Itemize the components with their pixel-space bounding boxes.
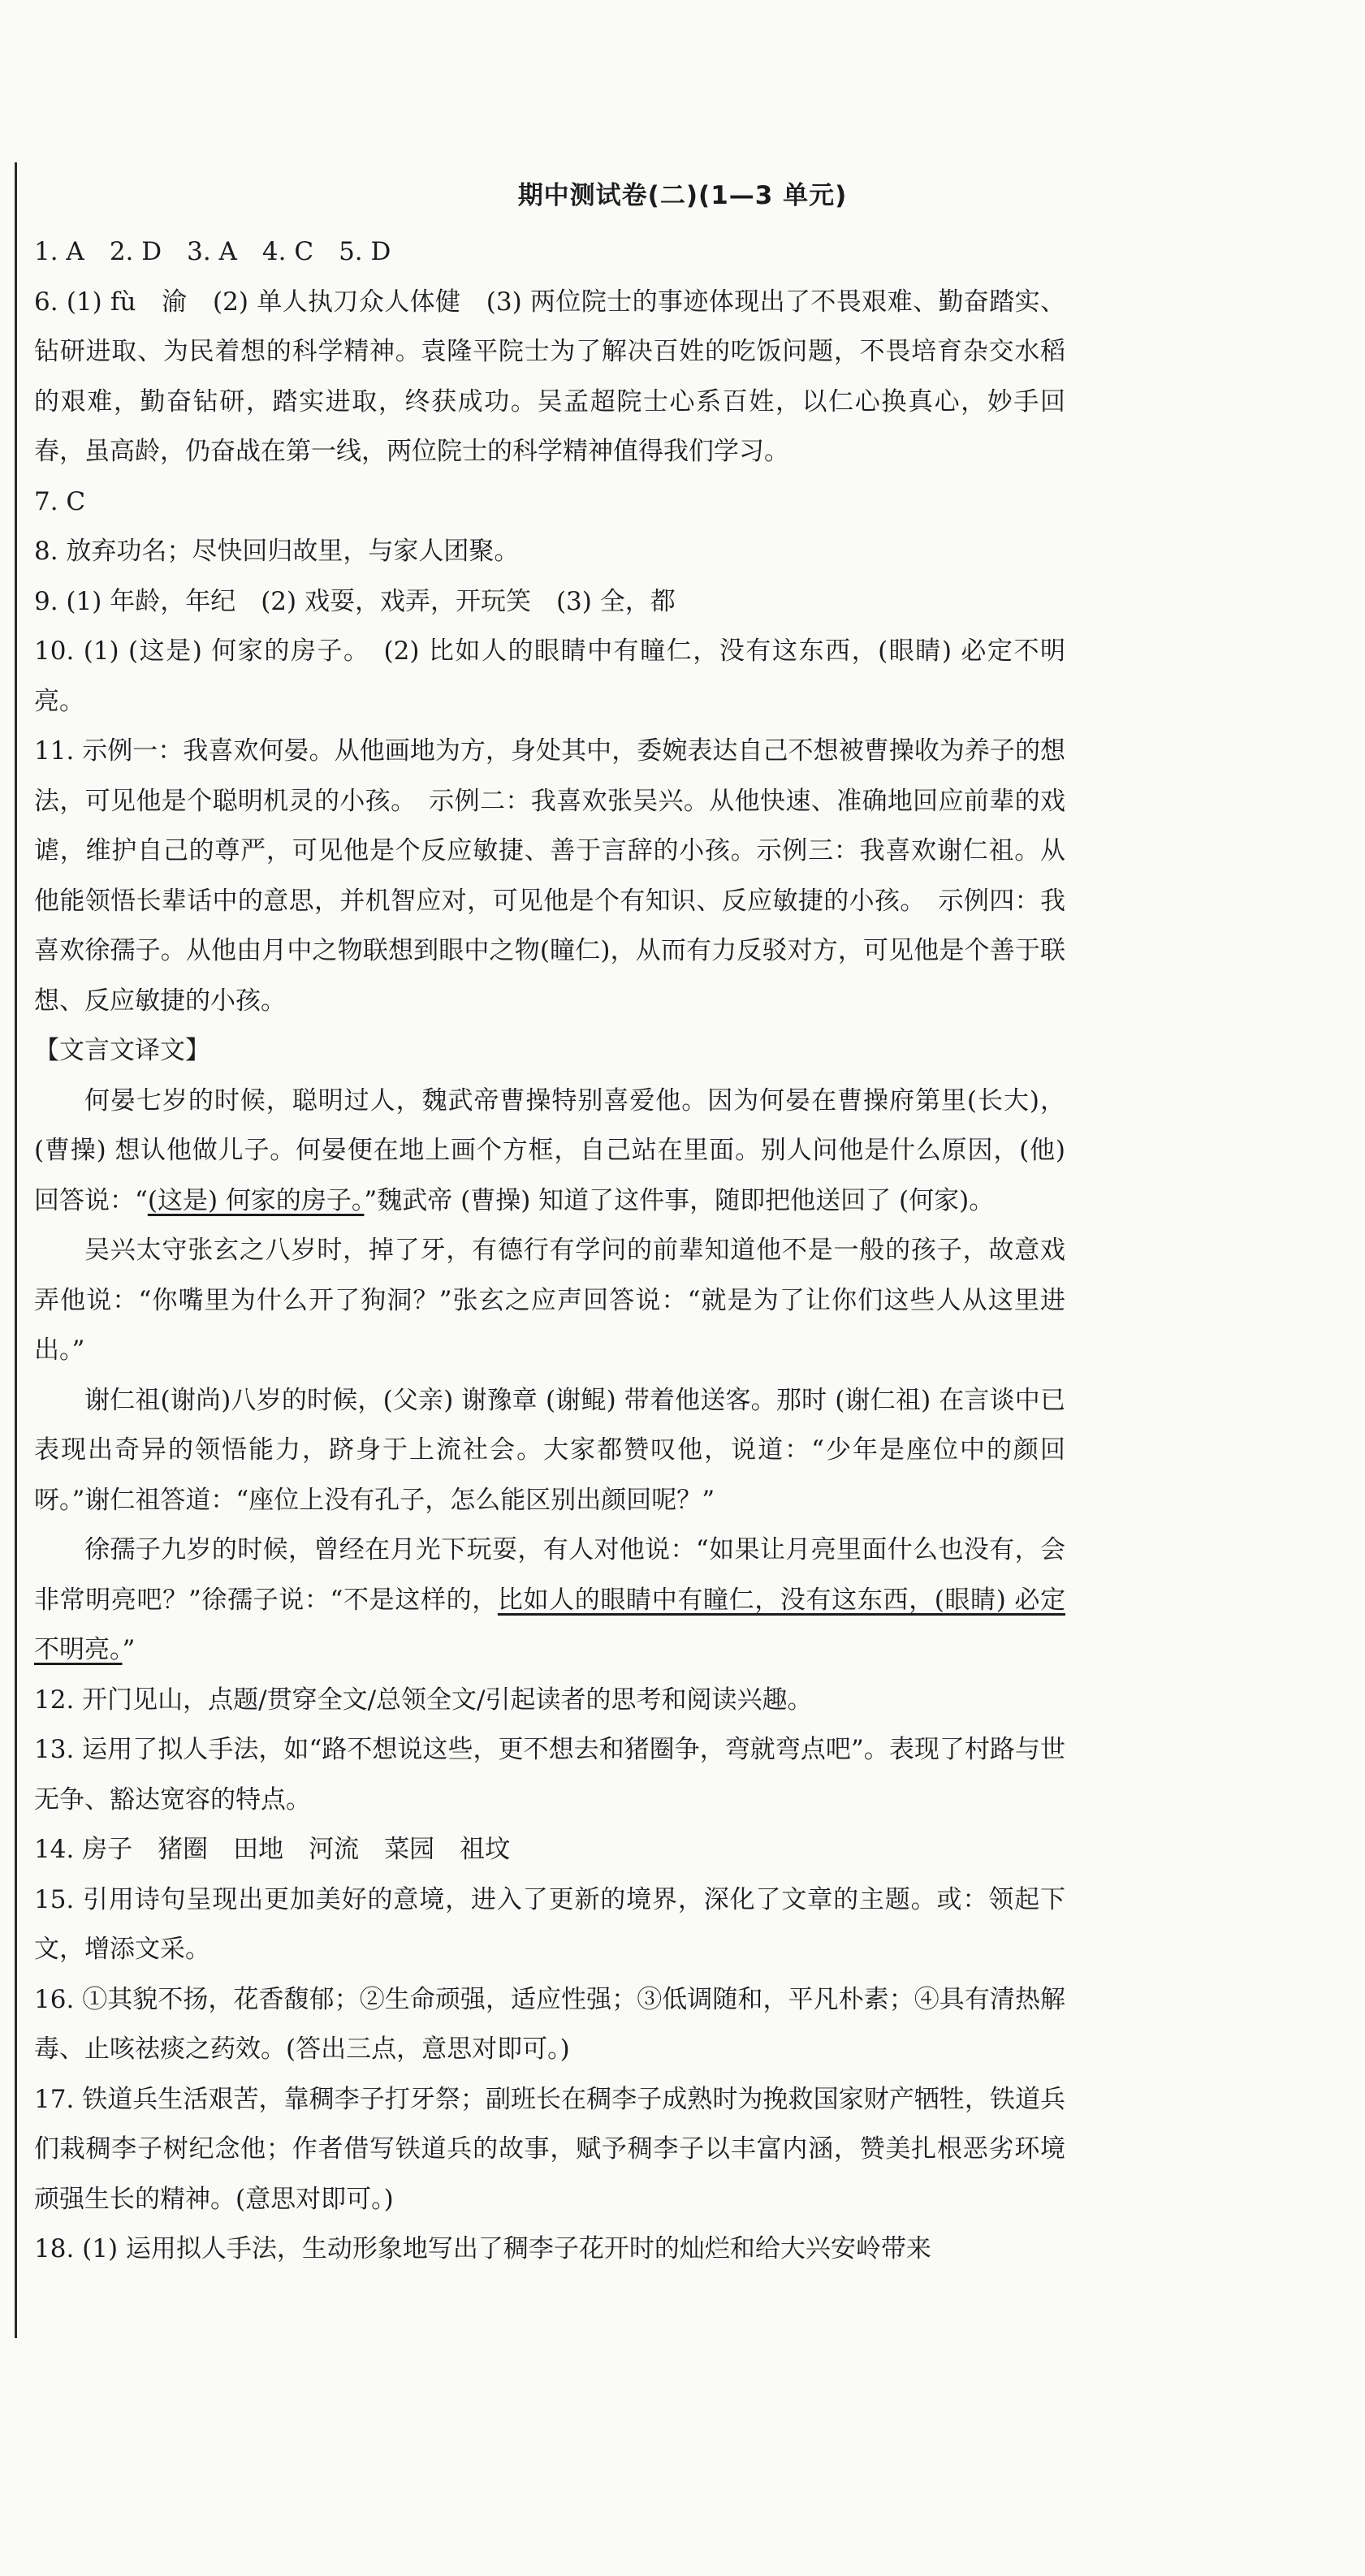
answer-16: 16. ①其貌不扬，花香馥郁；②生命顽强，适应性强；③低调随和，平凡朴素；④具有清热解毒、止咳祛痰之药效。(答出三点，意思对即可。) xyxy=(34,1984,1065,2064)
translation-paragraph-3: 谢仁祖(谢尚)八岁的时候，(父亲) 谢豫章 (谢鲲) 带着他送客。那时 (谢仁祖) 在言谈中已表现出奇异的领悟能力，跻身于上流社会。大家都赞叹他，说道：“少年是座位中的颜回呀。”谢仁祖答道：“座位上没有孔子，怎么能区别出颜回呢？” xyxy=(34,1385,1065,1515)
translation-text: ”魏武帝 (曹操) 知道了这件事，随即把他送回了 (何家)。 xyxy=(364,1185,995,1215)
answer-14: 14. 房子 猪圈 田地 河流 菜园 祖坟 xyxy=(34,1835,511,1864)
answer-content xyxy=(34,227,1065,2275)
answer-7: 7. C xyxy=(34,486,86,516)
answer-15: 15. 引用诗句呈现出更加美好的意境，进入了更新的境界，深化了文章的主题。或：领起下文，增添文采。 xyxy=(34,1884,1065,1964)
answer-1-5: 1. A 2. D 3. A 4. C 5. D xyxy=(34,237,391,266)
answer-17: 17. 铁道兵生活艰苦，靠稠李子打牙祭；副班长在稠李子成熟时为挽救国家财产牺牲，铁道兵们栽稠李子树纪念他；作者借写铁道兵的故事，赋予稠李子以丰富内涵，赞美扎根恶劣环境顽强生长的精神。(意思对即可。) xyxy=(34,2084,1065,2214)
underlined-quote: 比如人的眼睛中有瞳仁，没有这东西，(眼睛) 必定不明亮。 xyxy=(34,1585,1065,1664)
answer-12: 12. 开门见山，点题/贯穿全文/总领全文/引起读者的思考和阅读兴趣。 xyxy=(34,1685,813,1715)
translation-text: 何晏七岁的时候，聪明过人，魏武帝曹操特别喜爱他。因为何晏在曹操府第里(长大)，(曹操) 想认他做儿子。何晏便在地上画个方框，自己站在里面。别人问他是什么原因，(他) 回答说：“ xyxy=(34,1085,1065,1215)
translation-paragraph-4 xyxy=(34,1525,1065,1676)
translation-paragraph-1 xyxy=(34,1077,1065,1227)
answer-18: 18. (1) 运用拟人手法，生动形象地写出了稠李子花开时的灿烂和给大兴安岭带来 xyxy=(34,2234,931,2263)
answer-6: 6. (1) fù 渝 (2) 单人执刀众人体健 (3) 两位院士的事迹体现出了不畏艰难、勤奋踏实、钻研进取、为民着想的科学精神。袁隆平院士为了解决百姓的吃饭问题，不畏培育杂交水稻的艰难，勤奋钻研，踏实进取，终获成功。吴孟超院士心系百姓，以仁心换真心，妙手回春，虽高龄，仍奋战在第一线，两位院士的科学精神值得我们学习。 xyxy=(34,287,1065,466)
translation-paragraph-2: 吴兴太守张玄之八岁时，掉了牙，有德行有学问的前辈知道他不是一般的孩子，故意戏弄他说：“你嘴里为什么开了狗洞？”张玄之应声回答说：“就是为了让你们这些人从这里进出。” xyxy=(34,1236,1065,1365)
answer-10: 10. (1) (这是) 何家的房子。 (2) 比如人的眼睛中有瞳仁，没有这东西，(眼睛) 必定不明亮。 xyxy=(34,636,1065,716)
answer-13: 13. 运用了拟人手法，如“路不想说这些，更不想去和猪圈争，弯就弯点吧”。表现了村路与世无争、豁达宽容的特点。 xyxy=(34,1735,1065,1814)
answer-11: 11. 示例一：我喜欢何晏。从他画地为方，身处其中，委婉表达自己不想被曹操收为养子的想法，可见他是个聪明机灵的小孩。 示例二：我喜欢张吴兴。从他快速、准确地回应前辈的戏谑，维护自己的尊严，可见他是个反应敏捷、善于言辞的小孩。示例三：我喜欢谢仁祖。从他能领悟长辈话中的意思，并机智应对，可见他是个有知识、反应敏捷的小孩。 示例四：我喜欢徐孺子。从他由月中之物联想到眼中之物(瞳仁)，从而有力反驳对方，可见他是个善于联想、反应敏捷的小孩。 xyxy=(34,736,1065,1016)
translation-text: ” xyxy=(122,1635,136,1664)
translation-heading: 【文言文译文】 xyxy=(34,1036,210,1065)
binding-margin-line xyxy=(15,162,17,2338)
answer-9: 9. (1) 年龄，年纪 (2) 戏耍，戏弄，开玩笑 (3) 全，都 xyxy=(34,586,676,616)
underlined-quote: (这是) 何家的房子。 xyxy=(147,1185,365,1215)
translation-text: 徐孺子九岁的时候，曾经在月光下玩耍，有人对他说：“如果让月亮里面什么也没有，会非常明亮吧？”徐孺子说：“不是这样的， xyxy=(34,1535,1065,1615)
page-title: 期中测试卷(二)(1—3 单元) xyxy=(517,181,848,210)
answer-8: 8. 放弃功名；尽快回归故里，与家人团聚。 xyxy=(34,537,520,566)
